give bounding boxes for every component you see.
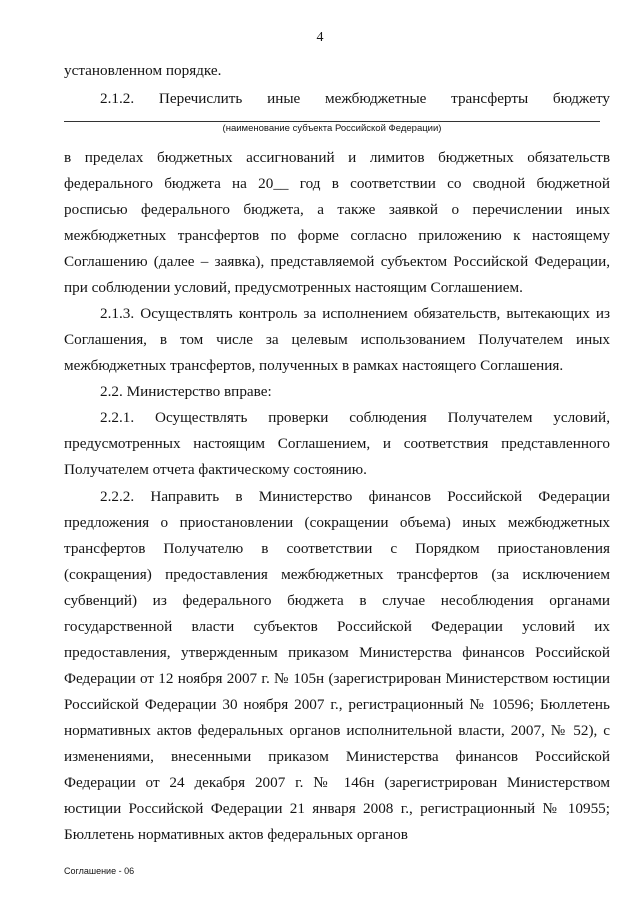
paragraph-2-1-2-body: в пределах бюджетных ассигнований и лимитов бюджетных обязательств федерального бюджета на 20__ год в соответствии со сводной бюджетной росписью федерального бюджета, а также заявкой о перечислении иных межбюджетных трансфертов по форме согласно приложению к настоящему Соглашению (далее – заявка), представляемой субъектом Российской Федерации, при соблюдении условий, предусмотренных настоящим Соглашением.: [64, 149, 610, 296]
footer-label: Соглашение - 06: [64, 866, 135, 876]
paragraph-2-1-3: 2.1.3. Осуществлять контроль за исполнением обязательств, вытекающих из Соглашения, в том числе за целевым использованием Получателем иных межбюджетных трансфертов, полученных в рамках настоящего Соглашения.: [64, 305, 610, 374]
paragraph-2-2-1: 2.2.1. Осуществлять проверки соблюдения Получателем условий, предусмотренных настоящим Соглашением, и соответствия представленного Получателем отчета фактическому состоянию.: [64, 409, 610, 478]
subject-name-underline: [64, 121, 600, 122]
paragraph-2-2: 2.2. Министерство вправе:: [100, 383, 272, 400]
page-number: 4: [316, 30, 324, 45]
paragraph-2-2-2: 2.2.2. Направить в Министерство финансов Российской Федерации предложения о приостановлении (сокращении объема) иных межбюджетных трансфертов Получателю в соответствии с Порядком приостановления (сокращения) предоставления межбюджетных трансфертов (за исключением субвенций) из федерального бюджета в случае несоблюдения органами государственной власти субъектов Российской Федерации условий их предоставления, утвержденным приказом Министерства финансов Российской Федерации от 12 ноября 2007 г. № 105н (зарегистрирован Министерством юстиции Российской Федерации 30 ноября 2007 г., регистрационный № 10596; Бюллетень нормативных актов федеральных органов исполнительной власти, 2007, № 52), с изменениями, внесенными приказом Министерства финансов Российской Федерации от 24 декабря 2007 г. № 146н (зарегистрирован Министерством юстиции Российской Федерации 21 января 2008 г., регистрационный № 10955; Бюллетень нормативных актов федеральных органов: [64, 488, 610, 843]
paragraph-2-1-2-line1: 2.1.2. Перечислить иные межбюджетные трансферты бюджету: [100, 90, 610, 107]
paragraph-intro: установленном порядке.: [64, 62, 222, 79]
subject-name-caption: (наименование субъекта Российской Федерации): [222, 123, 442, 134]
